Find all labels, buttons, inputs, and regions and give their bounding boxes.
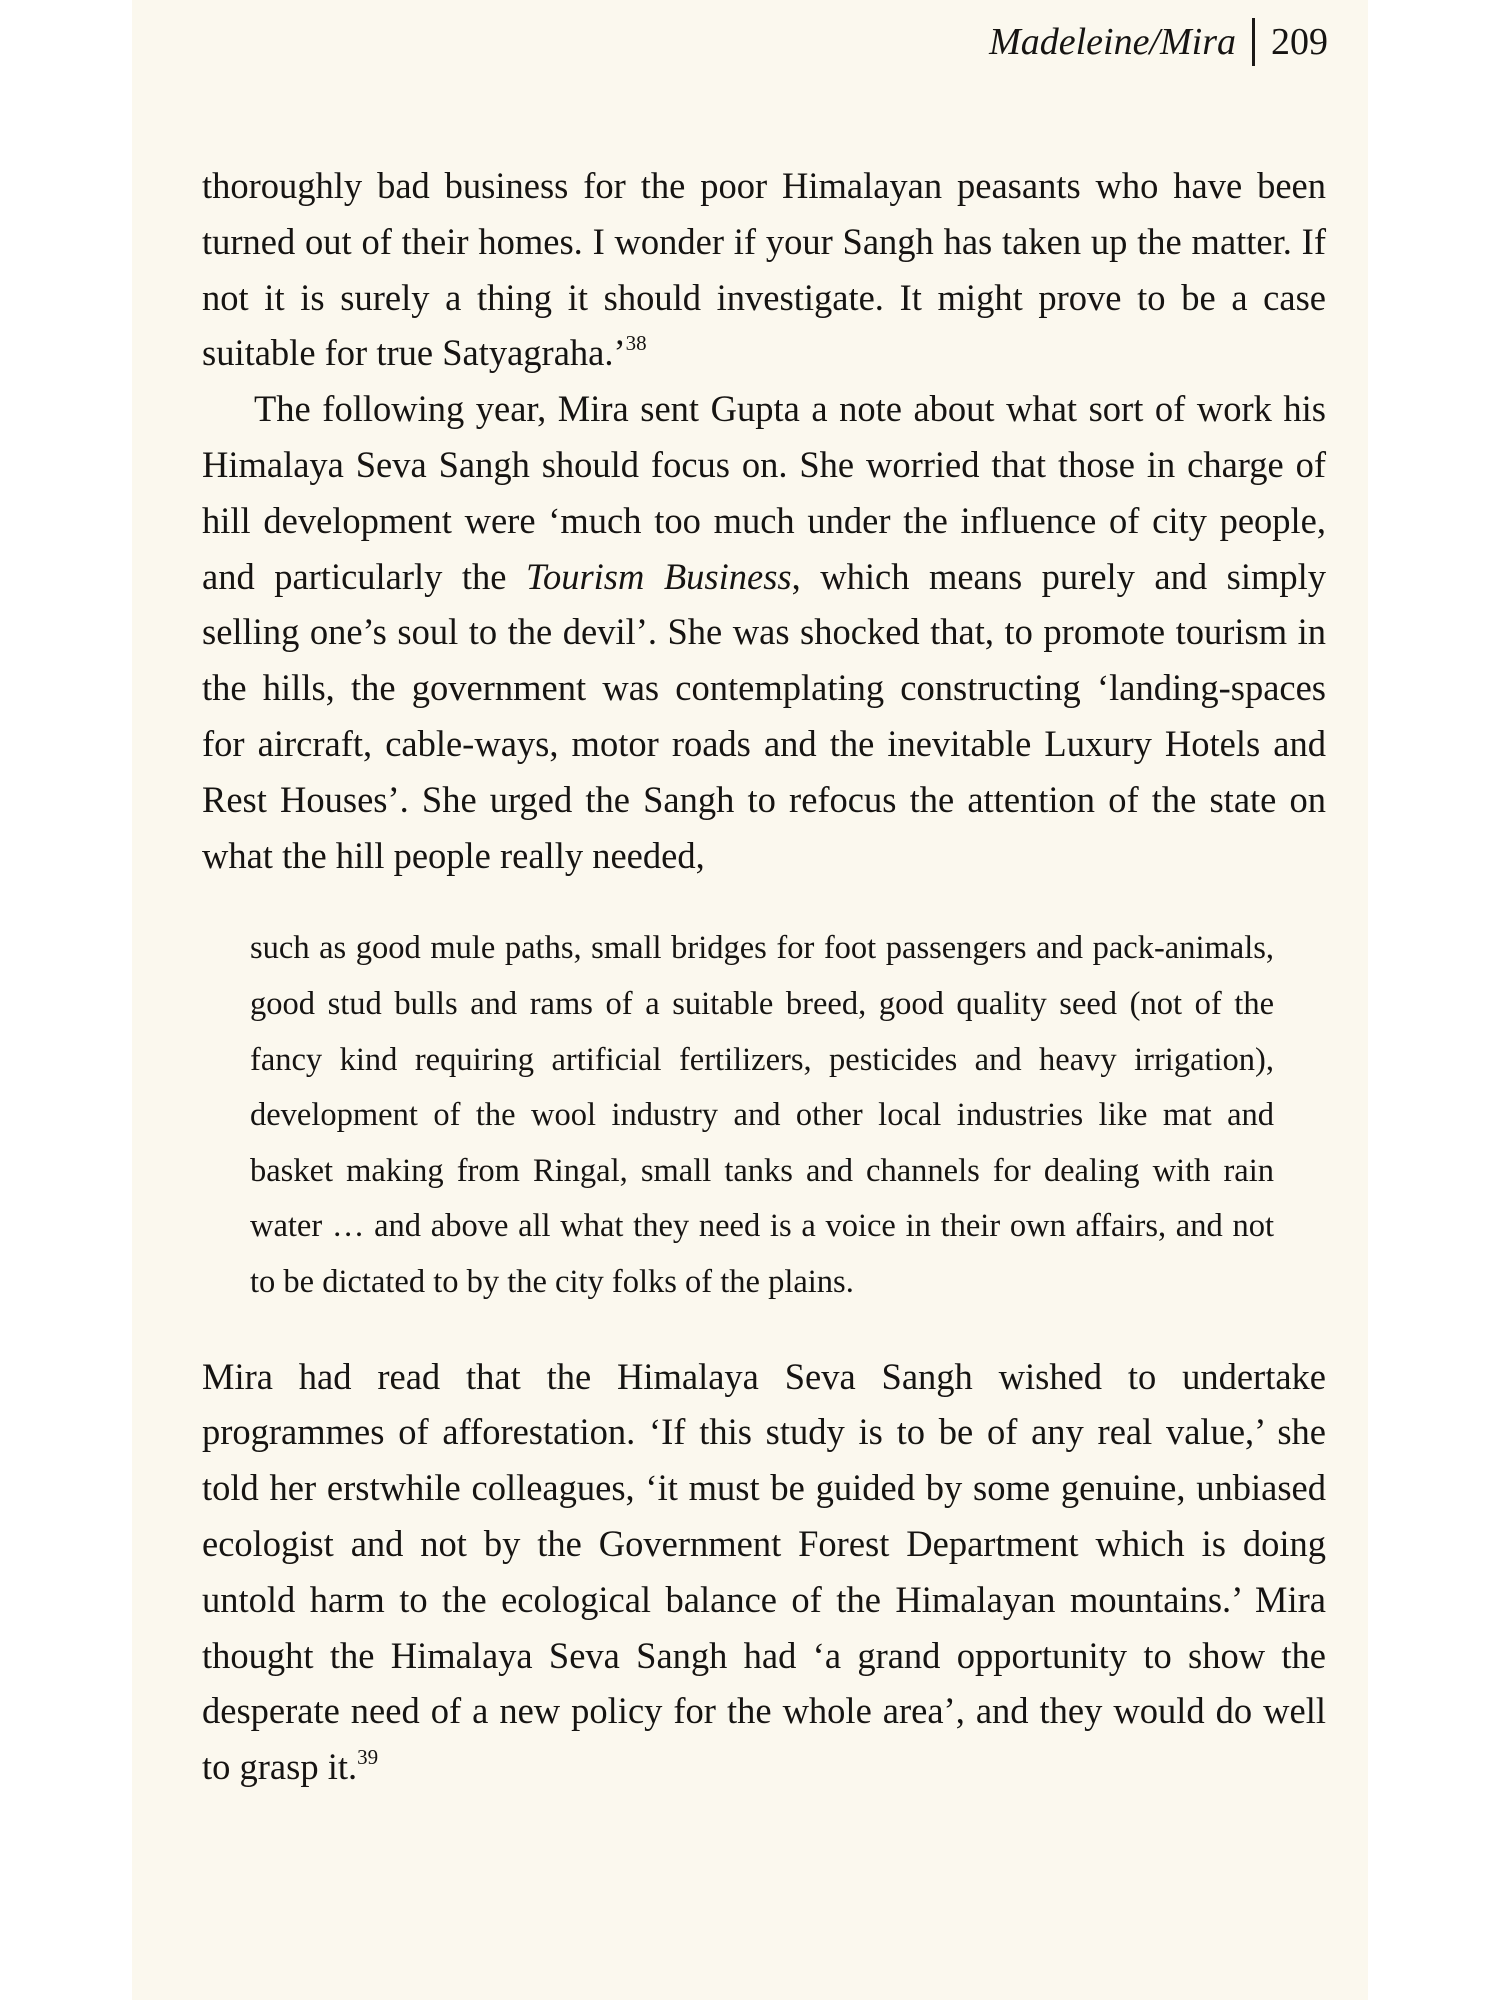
paragraph-text: The following year, Mira sent Gupta a note about what sort of work his Himalaya Seva Sangh should focus on. She worried that those in charge of hill development were ‘much too much under the influence of city people, and particularly the [202,388,1326,597]
block-quote: such as good mule paths, small bridges for foot passengers and pack-animals, good stud bulls and rams of a suitable breed, good quality seed (not of the fancy kind requiring artificial fertilizers, pesticides and heavy irrigation), development of the wool industry and other local industries like mat and basket making from Ringal, small tanks and channels for dealing with rain water … and above all what they need is a voice in their own affairs, and not to be dictated to by the city folks of the plains. [250,930,1274,1300]
paragraph-text: , which means purely and simply selling one’s soul to the devil’. She was shocked that, to promote tourism in the hills, the government was contemplating constructing ‘landing-spaces for aircraft, cable-ways, motor roads and the inevitable Luxury Hotels and Rest Houses’. She urged the Sangh to refocus the attention of the state on what the hill people really needed, [202,555,1326,876]
footnote-marker: 38 [625,331,647,356]
paragraph-continued [202,158,1326,381]
footnote-marker: 39 [357,1745,379,1770]
running-header [908,14,1328,70]
running-title: Madeleine/Mira [989,21,1236,63]
page-number: 209 [1271,21,1328,63]
paragraph-tourism [202,381,1326,883]
paragraph-afforestation [202,1349,1326,1795]
paragraph-text: Mira had read that the Himalaya Seva Sangh wished to undertake programmes of afforestation. ‘If this study is to be of any real value,’ she told her erstwhile colleagues, ‘it must be guided by some genuine, unbiased ecologist and not by the Government Forest Department which is doing untold harm to the ecological balance of the Himalayan mountains.’ Mira thought the Himalaya Seva Sangh had ‘a grand opportunity to show the desperate need of a new policy for the whole area’, and they would do well to grasp it. [202,1355,1326,1788]
emphasis-text: Tourism Business [526,555,792,597]
paragraph-text: thoroughly bad business for the poor Himalayan peasants who have been turned out of their homes. I wonder if your Sangh has taken up the matter. If not it is surely a thing it should investigate. It might prove to be a case suitable for true Satyagraha.’ [202,165,1326,374]
body-text [202,158,1326,1795]
